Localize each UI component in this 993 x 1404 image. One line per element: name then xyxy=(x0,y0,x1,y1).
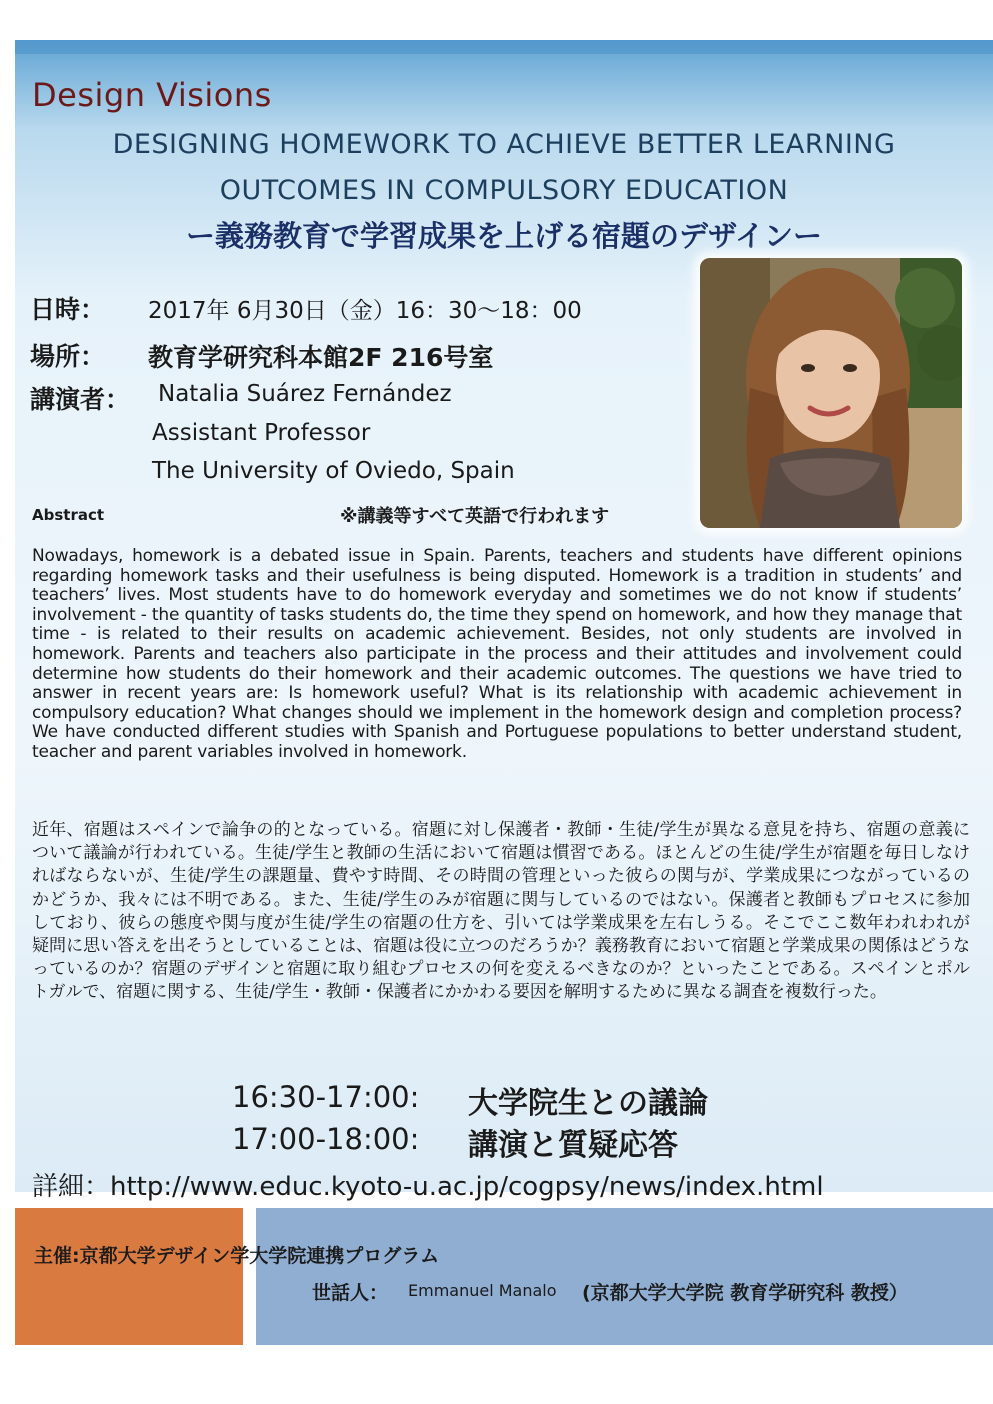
abstract-label: Abstract xyxy=(32,506,105,524)
host-label: 世話人： xyxy=(312,1282,389,1304)
organizer: 主催:京都大学デザイン学大学院連携プログラム xyxy=(34,1245,440,1267)
speaker-photo-image xyxy=(700,258,962,528)
speaker-label: 講演者： xyxy=(30,385,131,414)
speaker-name: Natalia Suárez Fernández xyxy=(158,381,452,407)
place-label: 場所： xyxy=(30,342,106,371)
title-en-line-2: OUTCOMES IN COMPULSORY EDUCATION xyxy=(219,175,789,206)
footer-orange-block xyxy=(15,1208,243,1345)
series-title: Design Visions xyxy=(32,76,272,114)
abstract-text-en: Nowadays, homework is a debated issue in Spain. Parents, teachers and students have different opinions regarding homework tasks and their usefulness is being disputed. Homework is a tradition in students’ and teachers’ lives. Most students have to do homework everyday and sometimes we do not know if students’ involvement - the quantity of tasks students do, the time they spend on homework, and how they manage that time - is related to their results on academic achievement. Besides, not only students are involved in homework. Parents and teachers also participate in the process and their attitudes and involvement could determine how students do their homework and their academic outcomes. The questions we have tried to answer in recent years are: Is homework useful? What is its relationship with academic achievement in compulsory education? What changes should we implement in the homework design and completion process? We have conducted different studies with Spanish and Portuguese populations to better understand student, teacher and parent variables involved in homework. xyxy=(32,546,962,762)
footer-blue-block xyxy=(256,1208,993,1345)
language-note: ※講義等すべて英語で行われます xyxy=(340,506,610,527)
details-link[interactable]: 詳細：http://www.educ.kyoto-u.ac.jp/cogpsy/news/index.html xyxy=(32,1172,824,1202)
abstract-text-ja: 近年、宿題はスペインで論争の的となっている。宿題に対し保護者・教師・生徒/学生が異なる意見を持ち、宿題の意義について議論が行われている。生徒/学生と教師の生活において宿題は慣習である。ほとんどの生徒/学生が宿題を毎日しなければならないが、生徒/学生の課題量、費やす時間、その時間の管理といった彼らの関与が、学業成果につながっているのかどうか、我々には不明である。また、生徒/学生のみが宿題に関与しているのではない。保護者と教師もプロセスに参加しており、彼らの態度や関与度が生徒/学生の宿題の仕方を、引いては学業成果を左右しうる。そこでここ数年われわれが疑問に思い答えを出そうとしていることは、宿題は役に立つのだろうか？義務教育において宿題と学業成果の関係はどうなっているのか？宿題のデザインと宿題に取り組むプロセスの何を変えるべきなのか？といったことである。スペインとポルトガルで、宿題に関する、生徒/学生・教師・保護者にかかわる要因を解明するために異なる調査を複数行った。 xyxy=(32,820,970,1003)
speaker-affiliation: The University of Oviedo, Spain xyxy=(152,458,515,484)
schedule-desc-2: 講演と質疑応答 xyxy=(468,1128,678,1163)
speaker-photo xyxy=(700,258,962,528)
schedule-time-2: 17:00-18:00: xyxy=(232,1122,420,1156)
header-band xyxy=(15,40,993,54)
speaker-title: Assistant Professor xyxy=(152,420,371,446)
date-label: 日時： xyxy=(30,295,106,324)
schedule-desc-1: 大学院生との議論 xyxy=(468,1086,708,1121)
date-value: 2017年 6月30日（金）16：30〜18：00 xyxy=(148,298,582,324)
host-name: Emmanuel Manalo xyxy=(408,1281,557,1300)
host-affiliation: (京都大学大学院 教育学研究科 教授） xyxy=(582,1282,908,1304)
schedule-time-1: 16:30-17:00: xyxy=(232,1080,420,1114)
place-value: 教育学研究科本館2F 216号室 xyxy=(148,343,494,372)
title-ja: ー義務教育で学習成果を上げる宿題のデザインー xyxy=(186,219,822,253)
title-en-line-1: DESIGNING HOMEWORK TO ACHIEVE BETTER LEARNING xyxy=(112,129,896,160)
